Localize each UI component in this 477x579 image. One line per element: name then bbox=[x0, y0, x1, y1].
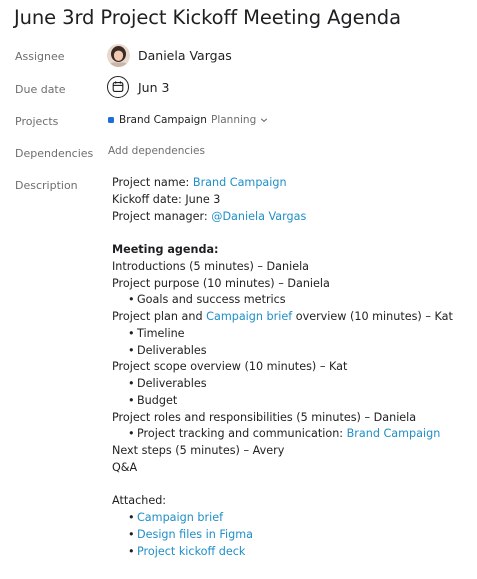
bullet-text: Deliverables bbox=[137, 343, 207, 357]
bullet-glyph: • bbox=[128, 293, 135, 307]
projects-label: Projects bbox=[15, 115, 59, 128]
bullet-item bbox=[112, 326, 467, 343]
attachment-link[interactable]: Project kickoff deck bbox=[137, 544, 246, 558]
dependencies-label: Dependencies bbox=[15, 147, 94, 160]
description-label: Description bbox=[15, 179, 78, 192]
attached-heading: Attached: bbox=[112, 494, 167, 508]
attachment-item bbox=[112, 544, 467, 561]
page-title[interactable]: June 3rd Project Kickoff Meeting Agenda bbox=[14, 6, 401, 29]
description-editor[interactable] bbox=[112, 175, 467, 560]
text: overview (10 minutes) – Kat bbox=[292, 310, 453, 323]
agenda-item bbox=[112, 309, 467, 326]
bullet-glyph: • bbox=[128, 544, 135, 558]
attachment-item bbox=[112, 510, 467, 527]
section-dropdown[interactable] bbox=[211, 112, 268, 128]
project-chip[interactable] bbox=[108, 112, 207, 128]
due-date-label: Due date bbox=[15, 83, 66, 96]
blank-line bbox=[112, 477, 467, 494]
text: Project tracking and communication: bbox=[137, 427, 347, 441]
bullet-text: Budget bbox=[137, 393, 178, 407]
bullet-glyph: • bbox=[128, 326, 135, 340]
bullet-item bbox=[112, 426, 467, 443]
section-name: Planning bbox=[211, 114, 257, 126]
agenda-item: Project purpose (10 minutes) – Daniela bbox=[112, 276, 330, 290]
bullet-text: Goals and success metrics bbox=[137, 293, 286, 307]
bullet-glyph: • bbox=[128, 527, 135, 541]
assignee-name[interactable]: Daniela Vargas bbox=[138, 48, 232, 63]
bullet-glyph: • bbox=[128, 393, 135, 407]
text: Project name: bbox=[112, 176, 193, 189]
description-line bbox=[112, 175, 467, 192]
bullet-glyph: • bbox=[128, 343, 135, 357]
assignee-label: Assignee bbox=[15, 50, 65, 63]
mention-link[interactable]: @Daniela Vargas bbox=[211, 209, 307, 223]
description-line bbox=[112, 209, 467, 226]
agenda-item: Project roles and responsibilities (5 minutes) – Daniela bbox=[112, 410, 417, 424]
project-link[interactable]: Brand Campaign bbox=[192, 176, 287, 189]
add-dependencies-button[interactable]: Add dependencies bbox=[108, 145, 205, 157]
agenda-item: Introductions (5 minutes) – Daniela bbox=[112, 259, 310, 273]
description-line: Kickoff date: June 3 bbox=[112, 192, 221, 206]
bullet-text bbox=[128, 427, 440, 440]
agenda-item: Q&A bbox=[112, 460, 138, 474]
bullet-glyph: • bbox=[128, 511, 135, 524]
agenda-item: Project scope overview (10 minutes) – Kat bbox=[112, 360, 348, 374]
bullet-item bbox=[112, 376, 467, 393]
blank-line bbox=[112, 225, 467, 242]
calendar-icon[interactable] bbox=[107, 76, 129, 98]
text: Project manager: bbox=[112, 209, 212, 223]
bullet-glyph: • bbox=[128, 427, 135, 441]
avatar-image bbox=[107, 44, 130, 67]
attachment-link[interactable]: Design files in Figma bbox=[137, 527, 253, 541]
attachment-link[interactable]: Campaign brief bbox=[137, 511, 224, 524]
calendar-glyph bbox=[108, 77, 128, 97]
avatar[interactable] bbox=[107, 44, 130, 67]
project-link[interactable]: Brand Campaign bbox=[346, 427, 441, 441]
text: Project plan and bbox=[112, 310, 207, 323]
due-date-value[interactable]: Jun 3 bbox=[138, 80, 170, 95]
project-name: Brand Campaign bbox=[119, 114, 207, 126]
bullet-item bbox=[112, 343, 467, 360]
chevron-down-icon bbox=[260, 116, 268, 124]
bullet-item bbox=[112, 393, 467, 410]
agenda-item: Next steps (5 minutes) – Avery bbox=[112, 444, 285, 457]
bullet-item bbox=[112, 292, 467, 309]
campaign-brief-link[interactable]: Campaign brief bbox=[206, 310, 293, 323]
agenda-heading: Meeting agenda: bbox=[112, 243, 219, 256]
bullet-text: Deliverables bbox=[137, 377, 207, 390]
bullet-text: Timeline bbox=[137, 326, 185, 340]
attachment-item bbox=[112, 527, 467, 544]
project-color-dot bbox=[108, 117, 114, 123]
bullet-glyph: • bbox=[128, 377, 135, 390]
